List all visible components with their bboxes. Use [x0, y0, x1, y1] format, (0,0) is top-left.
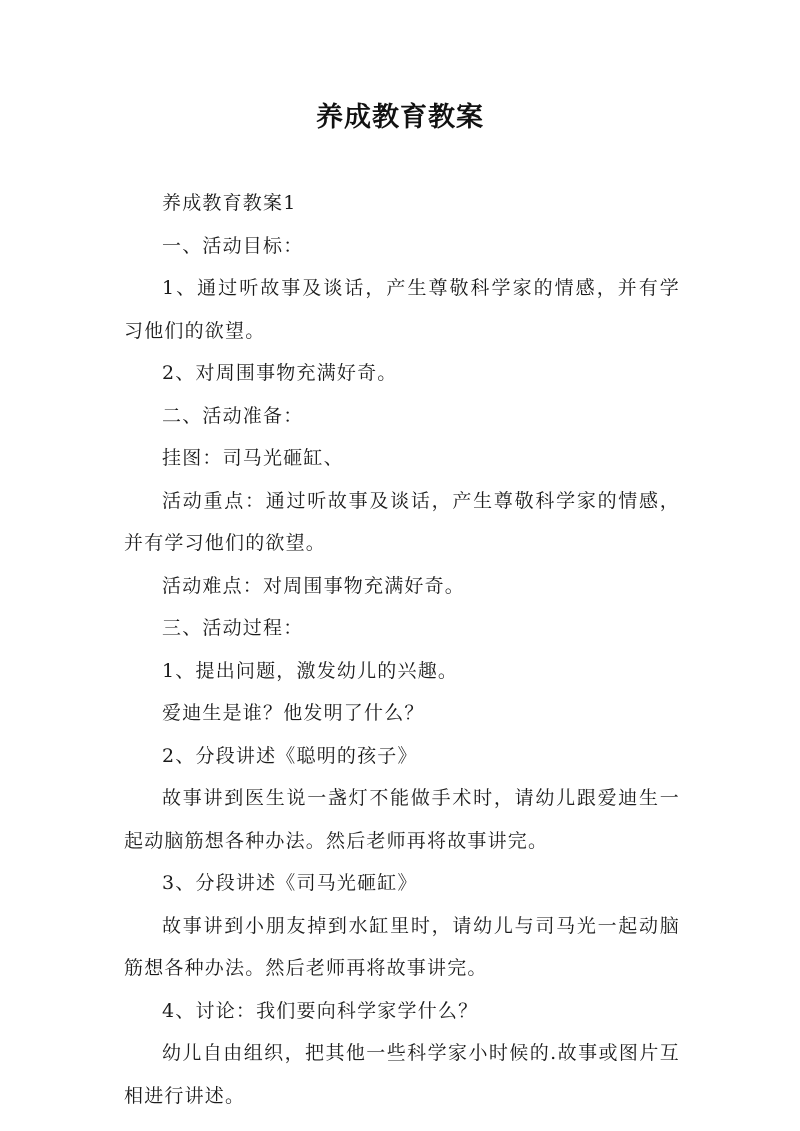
paragraph: 2、分段讲述《聪明的孩子》 — [162, 744, 418, 767]
paragraph: 1、提出问题，激发幼儿的兴趣。 — [162, 659, 459, 682]
paragraph: 3、分段讲述《司马光砸缸》 — [162, 872, 418, 894]
document-title: 养成教育教案 — [316, 102, 484, 133]
paragraph: 幼儿自由组织，把其他一些科学家小时候的.故事或图片互相进行讲述。 — [124, 1042, 680, 1107]
paragraph: 1、通过听故事及谈话，产生尊敬科学家的情感，并有学习他们的欲望。 — [124, 277, 680, 342]
paragraph: 挂图：司马光砸缸、 — [162, 447, 344, 469]
section-heading-preparation: 二、活动准备： — [162, 404, 304, 427]
paragraph: 活动重点：通过听故事及谈话，产生尊敬科学家的情感，并有学习他们的欲望。 — [124, 489, 680, 554]
paragraph: 4、讨论：我们要向科学家学什么？ — [162, 999, 479, 1022]
paragraph: 爱迪生是谁？他发明了什么？ — [162, 702, 425, 724]
section-heading-goals: 一、活动目标： — [162, 234, 304, 257]
paragraph: 故事讲到小朋友掉到水缸里时，请幼儿与司马光一起动脑筋想各种办法。然后老师再将故事讲完。 — [124, 914, 680, 979]
section-heading-process: 三、活动过程： — [162, 617, 304, 639]
paragraph: 2、对周围事物充满好奇。 — [162, 362, 398, 384]
paragraph: 故事讲到医生说一盏灯不能做手术时，请幼儿跟爱迪生一起动脑筋想各种办法。然后老师再将故事讲完。 — [124, 787, 680, 852]
paragraph-heading: 养成教育教案1 — [162, 192, 297, 214]
document-body — [124, 182, 680, 1117]
paragraph: 活动难点：对周围事物充满好奇。 — [162, 574, 466, 597]
